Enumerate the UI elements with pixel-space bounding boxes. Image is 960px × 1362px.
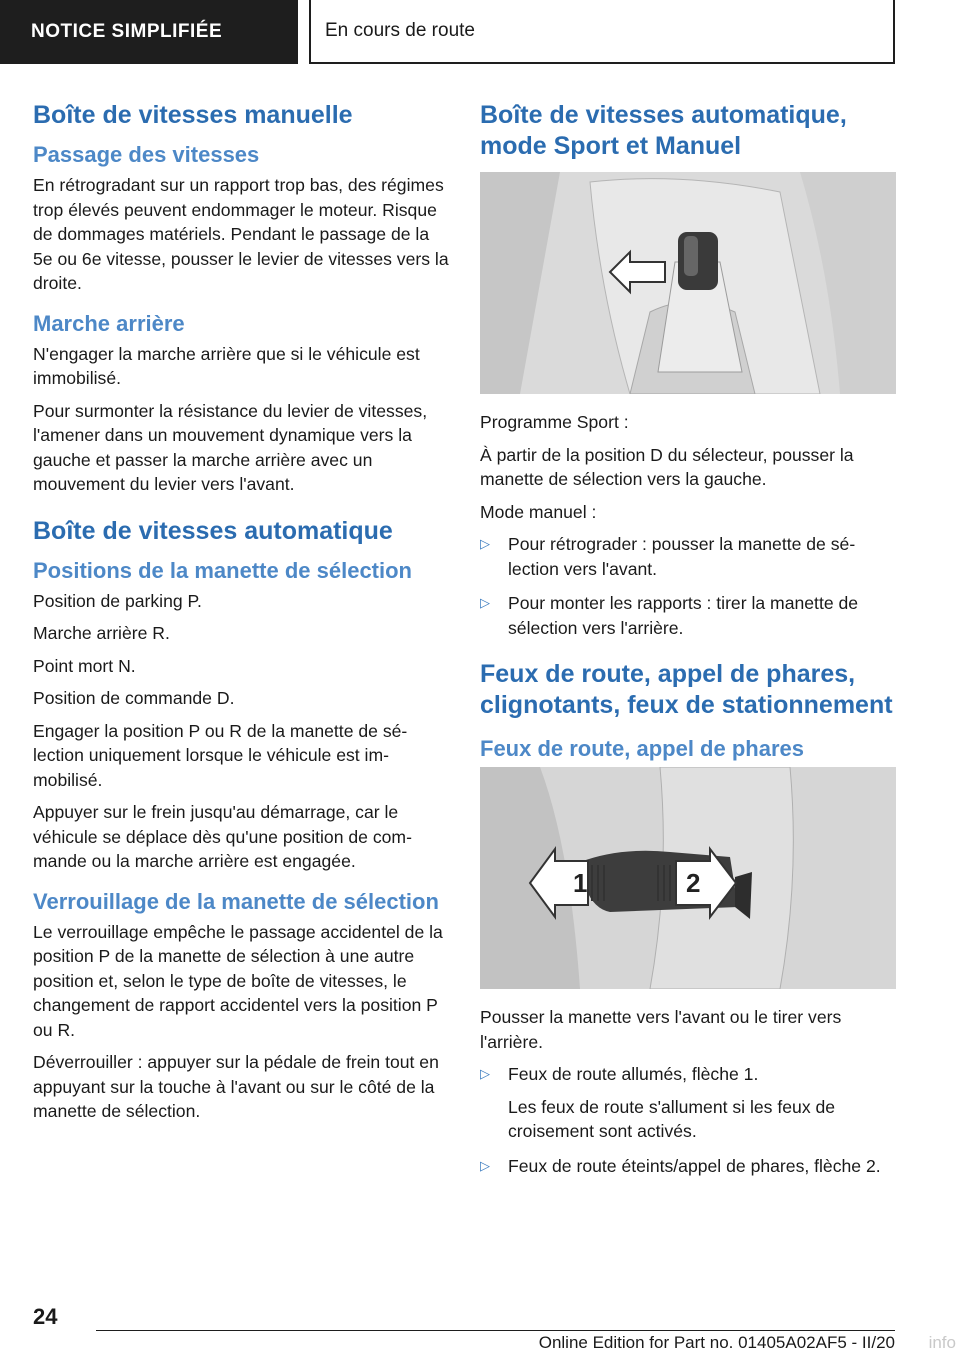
footer-edition-text: Online Edition for Part no. 01405A02AF5 - II/20: [538, 1333, 895, 1352]
heading-selector-lock: Verrouillage de la manette de sélection: [33, 888, 439, 914]
footer-divider: [96, 1330, 895, 1331]
heading-sport-manual-mode: Boîte de vitesses automatique, mode Sport et Manuel: [480, 101, 847, 160]
paragraph-position-p: Position de parking P.: [33, 590, 202, 611]
turn-signal-lever-illustration: [480, 767, 896, 989]
right-column: [480, 100, 896, 1188]
heading-automatic-gearbox: Boîte de vitesses automatique: [33, 516, 393, 545]
header-chapter-title: En cours de route: [309, 0, 895, 64]
header-section-title: NOTICE SIMPLIFIÉE: [0, 0, 298, 64]
arrow-label-2: 2: [686, 868, 701, 898]
paragraph-reverse-1: N'engager la marche arrière que si le véhicule est immobilisé.: [33, 343, 420, 388]
heading-reverse-gear: Marche arrière: [33, 310, 185, 336]
paragraph-engage-p-r: Engager la position P ou R de la manette de sélection uniquement lorsque le véhicule est immobilisé.: [33, 720, 408, 790]
list-item-note: Les feux de route s'allument si les feux de croisement sont activés.: [508, 1096, 836, 1141]
heading-manual-gearbox: Boîte de vitesses manuelle: [33, 101, 353, 129]
triangle-bullet-icon: ▷: [480, 595, 490, 610]
heading-selector-positions: Positions de la manette de sélection: [33, 557, 412, 583]
page-number: 24: [33, 1304, 58, 1329]
gear-selector-illustration: [480, 172, 896, 394]
list-item: ▷ Feux de route allumés, flèche 1. Les feux de route s'allument si les feux de croisement sont activés.: [480, 1062, 896, 1144]
triangle-bullet-icon: ▷: [480, 536, 490, 551]
paragraph-position-n: Point mort N.: [33, 655, 136, 676]
paragraph-from-d: À partir de la position D du sélecteur, pousser la manette de sélection vers la gauche.: [480, 444, 854, 489]
arrow-label-1: 1: [573, 868, 588, 898]
paragraph-manual-mode: Mode manuel :: [480, 501, 597, 522]
watermark-text: info: [928, 1333, 956, 1352]
heading-gear-shifting: Passage des vitesses: [33, 142, 260, 167]
high-beam-list: [480, 1062, 896, 1178]
triangle-bullet-icon: ▷: [480, 1066, 490, 1081]
manual-mode-list: [480, 532, 896, 640]
paragraph-unlock: Déverrouiller : appuyer sur la pédale de frein tout en appuyant sur la touche à l'avant ou sur le côté de la manette de sélection.: [33, 1052, 439, 1121]
paragraph-position-d: Position de commande D.: [33, 688, 235, 708]
heading-lights: Feux de route, appel de phares, clignotants, feux de stationnement: [480, 660, 893, 719]
paragraph-push-lever: Pousser la manette vers l'avant ou le tirer vers l'arrière.: [480, 1007, 842, 1052]
heading-high-beam: Feux de route, appel de phares: [480, 736, 804, 761]
lever-drawing: [480, 767, 896, 989]
triangle-bullet-icon: ▷: [480, 1157, 490, 1173]
left-column: [33, 100, 449, 1132]
paragraph-lock: Le verrouillage empêche le passage accidentel de la position P de la manette de sélection à une autre position et, selon le type de boîte de vitesses, le changement de rapport accidentel vers la position P ou R.: [33, 921, 443, 1040]
gear-selector-drawing: [480, 172, 896, 394]
paragraph-reverse-2: Pour surmonter la résistance du levier de vitesses, l'amener dans un mouvement dynamique vers la gauche et passer la marche arrière avec un mouvement du levier vers l'avant.: [33, 400, 428, 494]
list-item: ▷ Pour monter les rapports : tirer la manette de sélection vers l'arrière.: [480, 593, 859, 638]
paragraph-gear-shifting: En rétrogradant sur un rapport trop bas, des régimes trop élevés peuvent endommager le moteur. Risque de dommages matériels. Pendant le passage de la 5e ou 6e vitesse, pousser le levier de vitesses vers la droite.: [33, 175, 449, 293]
list-item: ▷ Pour rétrograder : pousser la manette de sélection vers l'avant.: [480, 534, 856, 579]
list-item: ▷ Feux de route éteints/appel de phares, flèche 2.: [480, 1154, 896, 1179]
paragraph-position-r: Marche arrière R.: [33, 623, 170, 643]
paragraph-sport-program: Programme Sport :: [480, 412, 629, 432]
paragraph-brake: Appuyer sur le frein jusqu'au démarrage, car le véhicule se déplace dès qu'une position de commande ou la marche arrière est engagée.: [33, 802, 412, 871]
